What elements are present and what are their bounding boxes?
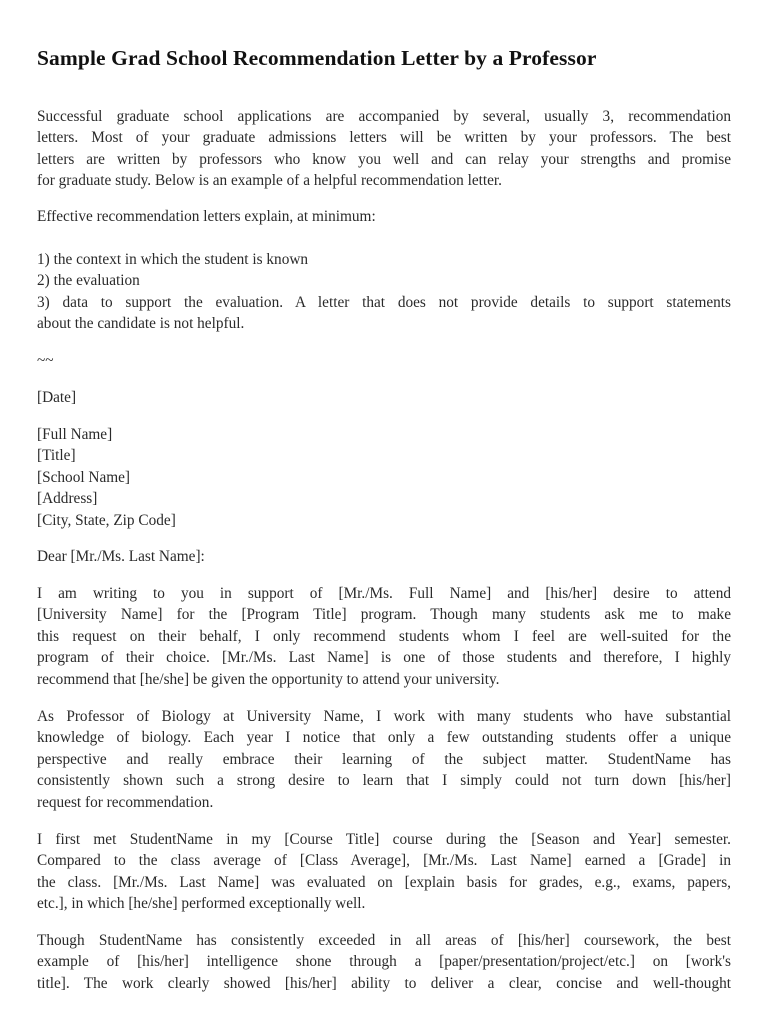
text-line: request for recommendation.	[37, 793, 214, 811]
text-line: Dear [Mr./Ms. Last Name]:	[37, 548, 205, 565]
text-line: Though StudentName has consistently exceeded in all areas of [his/her] coursework, the best	[37, 932, 731, 949]
text-line: 3) data to support the evaluation. A letter that does not provide details to support statements	[37, 293, 731, 311]
salutation	[37, 546, 731, 567]
letter-paragraph-4	[37, 930, 731, 994]
text-line: program of their choice. [Mr./Ms. Last Name] is one of those students and therefore, I highly	[37, 649, 731, 667]
text-line: I am writing to you in support of [Mr./Ms. Full Name] and [his/her] desire to attend	[37, 585, 731, 602]
text-line: ~~	[37, 352, 54, 369]
text-line: [Title]	[37, 447, 76, 465]
letter-date	[37, 387, 731, 408]
text-line: the class. [Mr./Ms. Last Name] was evaluated on [explain basis for grades, e.g., exams, papers,	[37, 873, 731, 891]
text-line: etc.], in which [he/she] performed exceptionally well.	[37, 895, 366, 913]
text-line: [University Name] for the [Program Title] program. Though many students ask me to make	[37, 606, 731, 624]
text-line: As Professor of Biology at University Name, I work with many students who have substantial	[37, 708, 731, 725]
page-title: Sample Grad School Recommendation Letter by a Professor	[37, 46, 597, 70]
intro-paragraph	[37, 106, 731, 192]
text-line: about the candidate is not helpful.	[37, 315, 245, 333]
text-line: [Date]	[37, 389, 77, 406]
text-line: letters are written by professors who know you well and can relay your strengths and promise	[37, 150, 731, 168]
text-line: perspective and really embrace their learning of the subject matter. StudentName has	[37, 750, 731, 768]
text-line: Successful graduate school applications are accompanied by several, usually 3, recommendation	[37, 108, 731, 125]
text-line: 2) the evaluation	[37, 272, 140, 290]
criteria-intro	[37, 206, 731, 227]
text-line: [School Name]	[37, 468, 131, 486]
text-line: title]. The work clearly showed [his/her] ability to deliver a clear, concise and well-thought	[37, 974, 731, 992]
letter-paragraph-2	[37, 706, 731, 813]
separator	[37, 350, 731, 371]
text-line: [Address]	[37, 490, 98, 508]
text-line: knowledge of biology. Each year I notice that only a few outstanding students offer a unique	[37, 729, 731, 747]
text-line: recommend that [he/she] be given the opportunity to attend your university.	[37, 670, 500, 688]
text-line: [Full Name]	[37, 426, 113, 443]
recipient-address	[37, 424, 731, 531]
criteria-list	[37, 249, 731, 335]
text-line: 1) the context in which the student is known	[37, 251, 309, 268]
text-line: Compared to the class average of [Class Average], [Mr./Ms. Last Name] earned a [Grade] in	[37, 852, 731, 870]
text-line: this request on their behalf, I only recommend students whom I feel are well-suited for the	[37, 627, 731, 645]
text-line: for graduate study. Below is an example of a helpful recommendation letter.	[37, 172, 502, 190]
text-line: Effective recommendation letters explain, at minimum:	[37, 208, 376, 225]
text-line: example of [his/her] intelligence shone through a [paper/presentation/project/etc.] on [work's	[37, 953, 731, 971]
letter-paragraph-1	[37, 583, 731, 690]
letter-paragraph-3	[37, 829, 731, 915]
text-line: consistently shown such a strong desire to learn that I simply could not turn down [his/her]	[37, 772, 731, 790]
text-line: I first met StudentName in my [Course Title] course during the [Season and Year] semester.	[37, 831, 731, 848]
text-line: [City, State, Zip Code]	[37, 511, 176, 529]
text-line: letters. Most of your graduate admissions letters will be written by your professors. The best	[37, 129, 731, 147]
